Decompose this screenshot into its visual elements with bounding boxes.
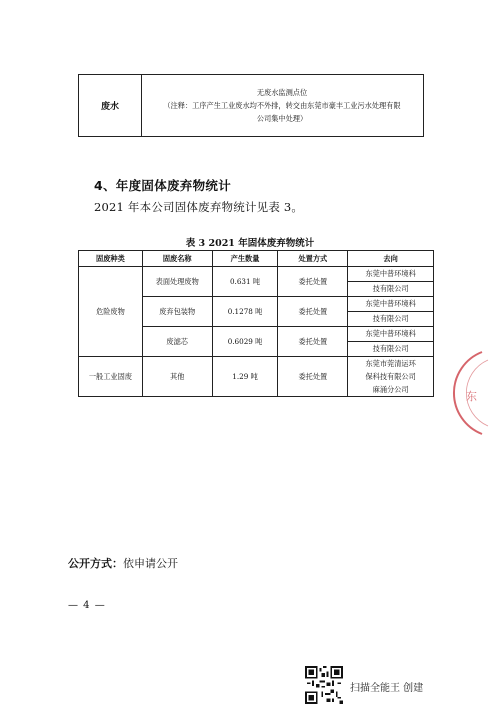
scanner-watermark-text: 扫描全能王 创建 <box>350 683 424 694</box>
method-cell: 委托处置 <box>278 297 348 327</box>
amount-cell: 0.1278 吨 <box>212 297 278 327</box>
waste-water-line2: （注释：工序产生工业废水均不外排，转交由东莞市豪丰工业污水处理有限 <box>163 101 401 110</box>
waste-water-line3: 公司集中处理） <box>256 114 308 123</box>
destination-line: 麻涌分公司 <box>372 385 409 394</box>
destination-line: 东莞中普环境科 <box>348 297 433 312</box>
destination-line: 保科技有限公司 <box>365 372 416 381</box>
header-cell: 固废种类 <box>79 251 143 267</box>
waste-name-cell: 废滤芯 <box>142 327 212 357</box>
table-row <box>79 357 434 397</box>
destination-cell <box>348 267 434 297</box>
waste-name-cell: 表面处理废物 <box>142 267 212 297</box>
destination-cell <box>348 327 434 357</box>
header-cell: 固废名称 <box>142 251 212 267</box>
waste-water-label: 废水 <box>79 75 142 136</box>
waste-name-cell: 废弃包装物 <box>142 297 212 327</box>
method-cell: 委托处置 <box>278 327 348 357</box>
section-heading: 4、年度固体废弃物统计 <box>94 178 231 193</box>
section-paragraph: 2021 年本公司固体废弃物统计见表 3。 <box>94 200 304 214</box>
destination-cell <box>348 297 434 327</box>
destination-line: 东莞中普环境科 <box>348 267 433 282</box>
waste-water-line1: 无废水监测点位 <box>256 88 308 97</box>
page-number: — 4 — <box>68 600 106 611</box>
disclosure-label: 公开方式： <box>68 557 123 570</box>
header-cell: 产生数量 <box>212 251 278 267</box>
destination-line: 技有限公司 <box>372 314 409 323</box>
company-seal-icon <box>452 348 500 438</box>
table-header-row <box>79 251 434 267</box>
disclosure-value: 依申请公开 <box>123 557 178 570</box>
waste-water-note <box>141 75 423 136</box>
destination-line: 技有限公司 <box>372 344 409 353</box>
waste-water-table <box>78 74 424 137</box>
method-cell: 委托处置 <box>278 267 348 297</box>
amount-cell: 0.6029 吨 <box>212 327 278 357</box>
method-cell: 委托处置 <box>278 357 348 397</box>
table-row <box>79 267 434 297</box>
amount-cell: 0.631 吨 <box>212 267 278 297</box>
amount-cell: 1.29 吨 <box>212 357 278 397</box>
qr-code-icon <box>305 666 343 704</box>
svg-text:东: 东 <box>466 390 477 403</box>
destination-line: 东莞市莞清运环 <box>365 359 416 368</box>
disclosure-method <box>68 555 178 571</box>
waste-name-cell: 其他 <box>142 357 212 397</box>
destination-line: 技有限公司 <box>372 284 409 293</box>
header-cell: 处置方式 <box>278 251 348 267</box>
hazardous-type-cell: 危险废物 <box>79 267 143 357</box>
solid-waste-table <box>78 250 434 397</box>
header-cell: 去向 <box>348 251 434 267</box>
general-type-cell: 一般工业固废 <box>79 357 143 397</box>
destination-cell <box>348 357 434 397</box>
destination-line: 东莞中普环境科 <box>348 327 433 342</box>
table-caption: 表 3 2021 年固体废弃物统计 <box>185 238 315 249</box>
